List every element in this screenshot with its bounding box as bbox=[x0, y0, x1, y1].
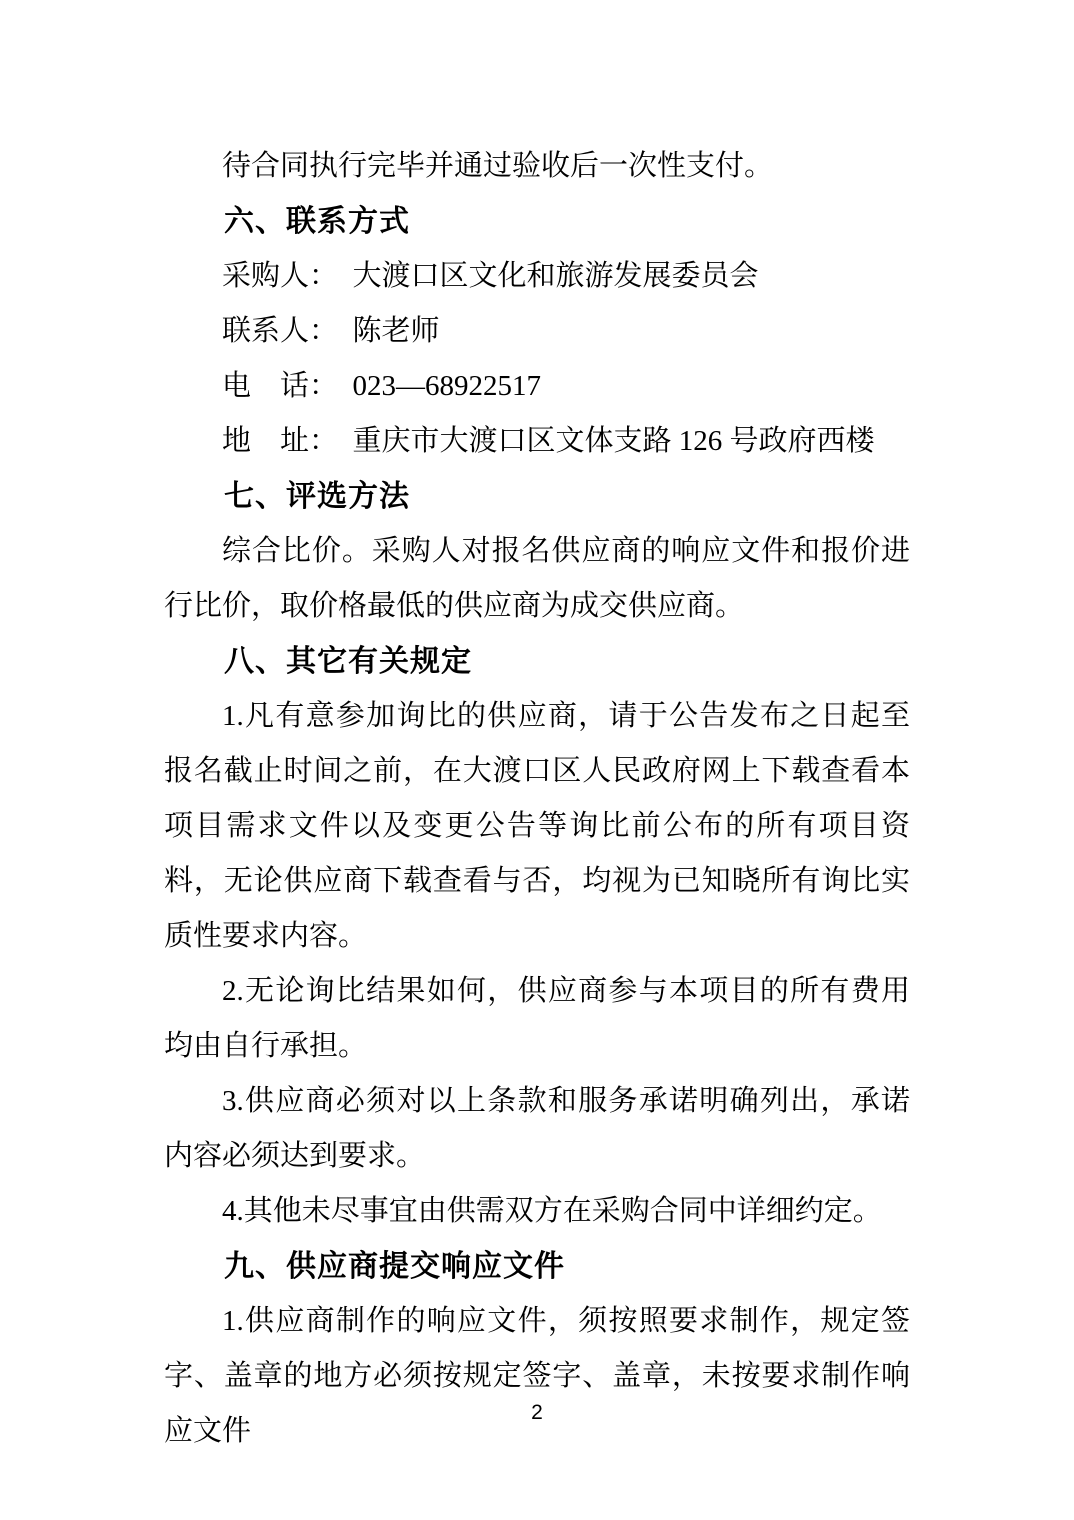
heading-evaluation-method: 七、评选方法 bbox=[224, 480, 410, 513]
paragraph-evaluation: 综合比价。采购人对报名供应商的响应文件和报价进行比价，取价格最低的供应商为成交供应商。 bbox=[164, 535, 910, 622]
heading-contact-info: 六、联系方式 bbox=[224, 205, 410, 238]
paragraph-submit-1: 1.供应商制作的响应文件，须按照要求制作，规定签字、盖章的地方必须按规定签字、盖章，未按要求制作响应文件 bbox=[164, 1305, 910, 1447]
paragraph-payment: 待合同执行完毕并通过验收后一次性支付。 bbox=[222, 150, 774, 182]
heading-response-documents: 九、供应商提交响应文件 bbox=[224, 1250, 565, 1283]
page-number: 2 bbox=[531, 1401, 543, 1424]
line-purchaser: 采购人： 大渡口区文化和旅游发展委员会 bbox=[222, 260, 759, 292]
line-contact-person: 联系人： 陈老师 bbox=[222, 315, 440, 347]
paragraph-rule-1: 1.凡有意参加询比的供应商，请于公告发布之日起至报名截止时间之前，在大渡口区人民政府网上下载查看本项目需求文件以及变更公告等询比前公布的所有项目资料，无论供应商下载查看与否，均视为已知晓所有询比实质性要求内容。 bbox=[164, 700, 910, 952]
line-address: 地 址： 重庆市大渡口区文体支路 126 号政府西楼 bbox=[222, 425, 875, 457]
line-phone: 电 话： 023—68922517 bbox=[222, 370, 542, 402]
paragraph-rule-3: 3.供应商必须对以上条款和服务承诺明确列出，承诺内容必须达到要求。 bbox=[164, 1085, 910, 1172]
heading-other-rules: 八、其它有关规定 bbox=[224, 645, 472, 678]
document-body bbox=[164, 139, 910, 1459]
paragraph-rule-2: 2.无论询比结果如何，供应商参与本项目的所有费用均由自行承担。 bbox=[164, 975, 910, 1062]
paragraph-rule-4: 4.其他未尽事宜由供需双方在采购合同中详细约定。 bbox=[222, 1195, 882, 1227]
